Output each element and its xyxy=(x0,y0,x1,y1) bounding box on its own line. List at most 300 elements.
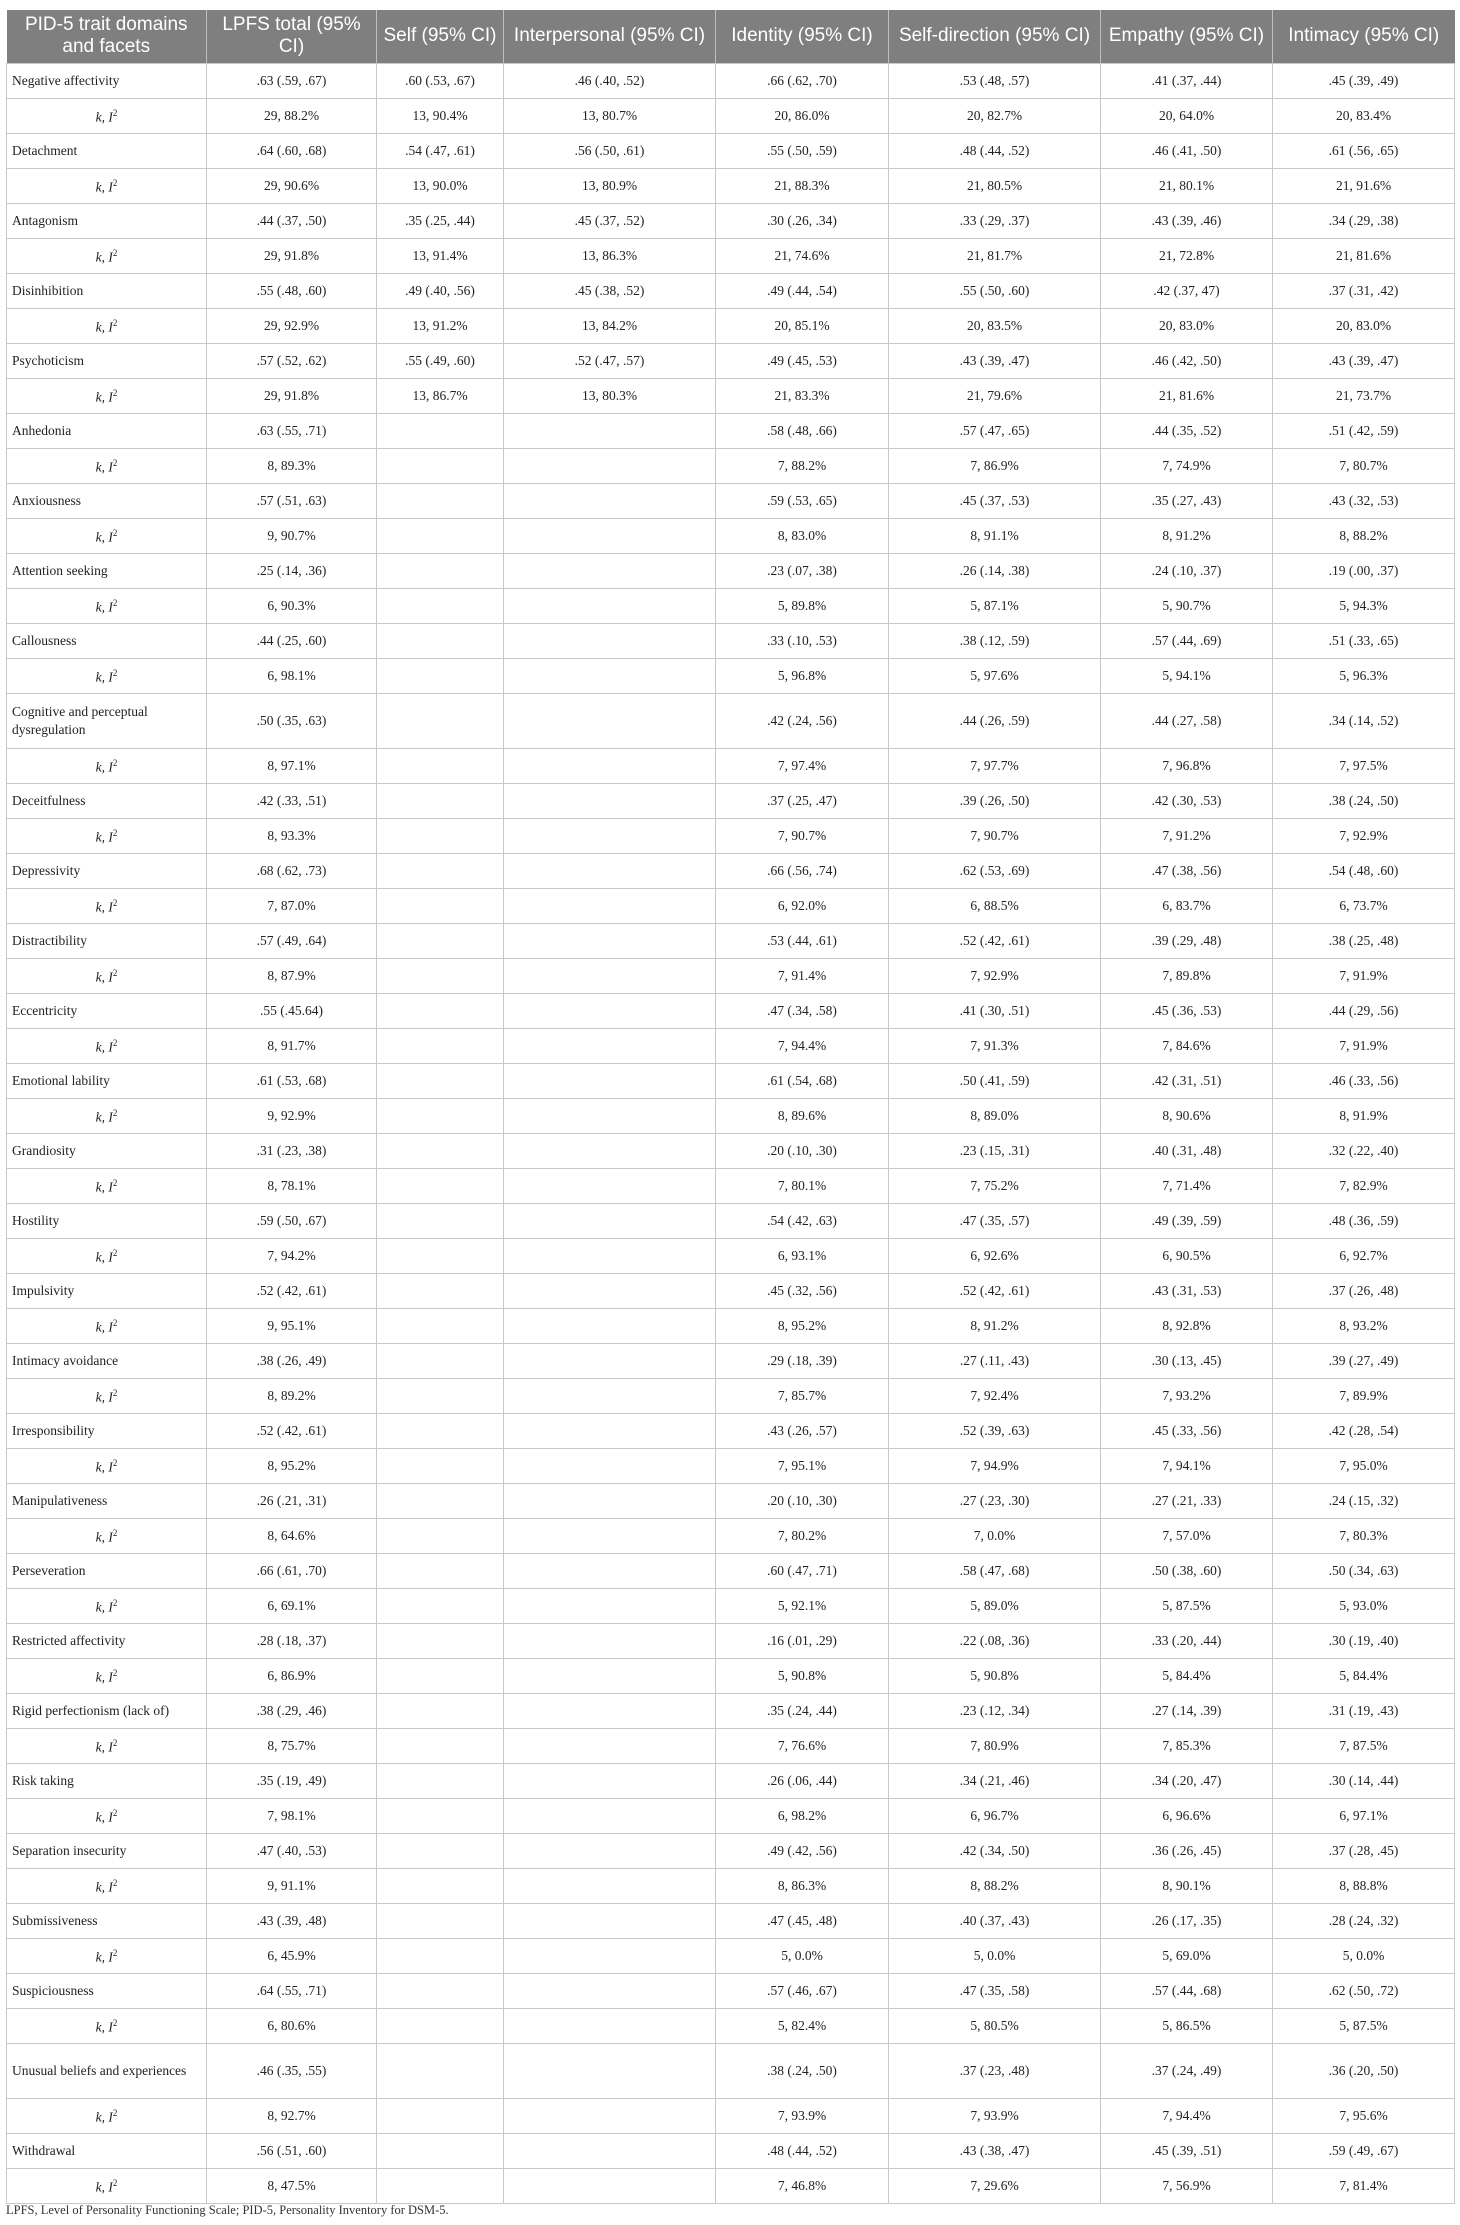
k-cell-intimacy: 5, 94.3% xyxy=(1273,588,1455,623)
stat-label-text: k, I xyxy=(95,2179,113,2195)
ci-cell-lpfs-total: .25 (.14, .36) xyxy=(207,553,377,588)
ci-cell-interpersonal: .45 (.38, .52) xyxy=(504,273,716,308)
trait-row xyxy=(7,343,1455,378)
ci-cell-intimacy: .32 (.22, .40) xyxy=(1273,1133,1455,1168)
header-intimacy: Intimacy (95% CI) xyxy=(1273,10,1455,63)
ci-cell-identity: .55 (.50, .59) xyxy=(716,133,889,168)
trait-name: Grandiosity xyxy=(7,1133,207,1168)
k-cell-empathy: 7, 85.3% xyxy=(1101,1728,1273,1763)
header-empathy: Empathy (95% CI) xyxy=(1101,10,1273,63)
k-cell-interpersonal xyxy=(504,818,716,853)
k-cell-intimacy: 20, 83.4% xyxy=(1273,98,1455,133)
trait-name: Perseveration xyxy=(7,1553,207,1588)
trait-row xyxy=(7,623,1455,658)
k-cell-self-direction: 6, 92.6% xyxy=(889,1238,1101,1273)
trait-name: Anxiousness xyxy=(7,483,207,518)
ci-cell-lpfs-total: .38 (.26, .49) xyxy=(207,1343,377,1378)
stat-label xyxy=(7,1728,207,1763)
trait-name: Attention seeking xyxy=(7,553,207,588)
ci-cell-interpersonal xyxy=(504,2043,716,2098)
ci-cell-lpfs-total: .56 (.51, .60) xyxy=(207,2133,377,2168)
k-cell-identity: 21, 88.3% xyxy=(716,168,889,203)
trait-name: Risk taking xyxy=(7,1763,207,1798)
k-cell-interpersonal xyxy=(504,958,716,993)
ci-cell-self-direction: .45 (.37, .53) xyxy=(889,483,1101,518)
ci-cell-intimacy: .24 (.15, .32) xyxy=(1273,1483,1455,1518)
stat-label xyxy=(7,2008,207,2043)
k-cell-lpfs-total: 29, 91.8% xyxy=(207,378,377,413)
trait-row xyxy=(7,1203,1455,1238)
k-cell-self xyxy=(377,518,504,553)
k-cell-self-direction: 7, 80.9% xyxy=(889,1728,1101,1763)
ci-cell-interpersonal: .56 (.50, .61) xyxy=(504,133,716,168)
k-cell-identity: 5, 90.8% xyxy=(716,1658,889,1693)
stat-label xyxy=(7,2168,207,2203)
k-cell-interpersonal: 13, 80.7% xyxy=(504,98,716,133)
ci-cell-self: .55 (.49, .60) xyxy=(377,343,504,378)
stat-row xyxy=(7,1588,1455,1623)
trait-name: Unusual beliefs and experiences xyxy=(7,2043,207,2098)
ci-cell-self-direction: .52 (.42, .61) xyxy=(889,1273,1101,1308)
ci-cell-self xyxy=(377,693,504,748)
ci-cell-self xyxy=(377,1343,504,1378)
trait-row xyxy=(7,1973,1455,2008)
k-cell-self xyxy=(377,1308,504,1343)
k-cell-self: 13, 91.4% xyxy=(377,238,504,273)
header-self: Self (95% CI) xyxy=(377,10,504,63)
stat-row xyxy=(7,1798,1455,1833)
trait-row xyxy=(7,853,1455,888)
k-cell-self-direction: 7, 94.9% xyxy=(889,1448,1101,1483)
stat-row xyxy=(7,1518,1455,1553)
k-cell-self-direction: 7, 86.9% xyxy=(889,448,1101,483)
ci-cell-self: .54 (.47, .61) xyxy=(377,133,504,168)
stat-label-text: k, I xyxy=(95,249,113,265)
k-cell-identity: 7, 80.1% xyxy=(716,1168,889,1203)
trait-name: Deceitfulness xyxy=(7,783,207,818)
trait-name: Intimacy avoidance xyxy=(7,1343,207,1378)
stat-label xyxy=(7,818,207,853)
ci-cell-interpersonal xyxy=(504,553,716,588)
ci-cell-identity: .47 (.45, .48) xyxy=(716,1903,889,1938)
ci-cell-identity: .66 (.56, .74) xyxy=(716,853,889,888)
trait-row xyxy=(7,1413,1455,1448)
trait-row xyxy=(7,923,1455,958)
k-cell-self-direction: 7, 92.4% xyxy=(889,1378,1101,1413)
stat-row xyxy=(7,1728,1455,1763)
stat-label xyxy=(7,1238,207,1273)
trait-name: Psychoticism xyxy=(7,343,207,378)
ci-cell-self: .35 (.25, .44) xyxy=(377,203,504,238)
ci-cell-intimacy: .54 (.48, .60) xyxy=(1273,853,1455,888)
ci-cell-identity: .61 (.54, .68) xyxy=(716,1063,889,1098)
ci-cell-empathy: .45 (.36, .53) xyxy=(1101,993,1273,1028)
ci-cell-self-direction: .22 (.08, .36) xyxy=(889,1623,1101,1658)
ci-cell-empathy: .41 (.37, .44) xyxy=(1101,63,1273,98)
ci-cell-self xyxy=(377,1133,504,1168)
stat-label-superscript: 2 xyxy=(112,318,118,329)
stat-label-text: k, I xyxy=(95,669,113,685)
trait-name: Negative affectivity xyxy=(7,63,207,98)
stat-label-superscript: 2 xyxy=(112,598,118,609)
stat-label-superscript: 2 xyxy=(112,248,118,259)
stat-label-superscript: 2 xyxy=(112,458,118,469)
k-cell-self-direction: 5, 0.0% xyxy=(889,1938,1101,1973)
stat-label xyxy=(7,308,207,343)
stat-row xyxy=(7,1098,1455,1133)
ci-cell-intimacy: .51 (.42, .59) xyxy=(1273,413,1455,448)
trait-name: Submissiveness xyxy=(7,1903,207,1938)
ci-cell-self-direction: .38 (.12, .59) xyxy=(889,623,1101,658)
k-cell-identity: 7, 97.4% xyxy=(716,748,889,783)
ci-cell-interpersonal xyxy=(504,693,716,748)
ci-cell-lpfs-total: .63 (.59, .67) xyxy=(207,63,377,98)
trait-row xyxy=(7,273,1455,308)
k-cell-intimacy: 8, 93.2% xyxy=(1273,1308,1455,1343)
k-cell-intimacy: 7, 87.5% xyxy=(1273,1728,1455,1763)
k-cell-lpfs-total: 8, 93.3% xyxy=(207,818,377,853)
k-cell-empathy: 8, 90.1% xyxy=(1101,1868,1273,1903)
stat-label-superscript: 2 xyxy=(112,1878,118,1889)
ci-cell-intimacy: .38 (.25, .48) xyxy=(1273,923,1455,958)
k-cell-lpfs-total: 6, 86.9% xyxy=(207,1658,377,1693)
k-cell-self xyxy=(377,1448,504,1483)
k-cell-lpfs-total: 9, 91.1% xyxy=(207,1868,377,1903)
stat-label-text: k, I xyxy=(95,109,113,125)
trait-row xyxy=(7,553,1455,588)
k-cell-self xyxy=(377,1168,504,1203)
ci-cell-self-direction: .41 (.30, .51) xyxy=(889,993,1101,1028)
k-cell-empathy: 21, 81.6% xyxy=(1101,378,1273,413)
ci-cell-self xyxy=(377,783,504,818)
ci-cell-lpfs-total: .57 (.51, .63) xyxy=(207,483,377,518)
k-cell-empathy: 7, 57.0% xyxy=(1101,1518,1273,1553)
ci-cell-self-direction: .52 (.42, .61) xyxy=(889,923,1101,958)
stat-label-superscript: 2 xyxy=(112,1458,118,1469)
k-cell-intimacy: 21, 81.6% xyxy=(1273,238,1455,273)
k-cell-interpersonal xyxy=(504,2008,716,2043)
trait-row xyxy=(7,2133,1455,2168)
k-cell-self-direction: 5, 80.5% xyxy=(889,2008,1101,2043)
stat-label-superscript: 2 xyxy=(112,1108,118,1119)
k-cell-intimacy: 7, 91.9% xyxy=(1273,958,1455,993)
ci-cell-identity: .29 (.18, .39) xyxy=(716,1343,889,1378)
stat-label xyxy=(7,658,207,693)
ci-cell-lpfs-total: .43 (.39, .48) xyxy=(207,1903,377,1938)
ci-cell-identity: .48 (.44, .52) xyxy=(716,2133,889,2168)
ci-cell-self xyxy=(377,483,504,518)
ci-cell-intimacy: .45 (.39, .49) xyxy=(1273,63,1455,98)
k-cell-lpfs-total: 8, 47.5% xyxy=(207,2168,377,2203)
k-cell-self-direction: 21, 81.7% xyxy=(889,238,1101,273)
k-cell-identity: 7, 88.2% xyxy=(716,448,889,483)
stat-row xyxy=(7,308,1455,343)
k-cell-self xyxy=(377,1868,504,1903)
ci-cell-identity: .26 (.06, .44) xyxy=(716,1763,889,1798)
stat-label xyxy=(7,1028,207,1063)
ci-cell-intimacy: .28 (.24, .32) xyxy=(1273,1903,1455,1938)
ci-cell-identity: .45 (.32, .56) xyxy=(716,1273,889,1308)
ci-cell-empathy: .26 (.17, .35) xyxy=(1101,1903,1273,1938)
ci-cell-self-direction: .47 (.35, .57) xyxy=(889,1203,1101,1238)
ci-cell-self xyxy=(377,923,504,958)
k-cell-self: 13, 90.4% xyxy=(377,98,504,133)
k-cell-empathy: 21, 80.1% xyxy=(1101,168,1273,203)
ci-cell-self xyxy=(377,1413,504,1448)
ci-cell-self-direction: .34 (.21, .46) xyxy=(889,1763,1101,1798)
ci-cell-self xyxy=(377,1623,504,1658)
results-table-container xyxy=(6,10,1454,2204)
k-cell-self xyxy=(377,1518,504,1553)
stat-label-superscript: 2 xyxy=(112,968,118,979)
stat-label-text: k, I xyxy=(95,759,113,775)
k-cell-lpfs-total: 29, 88.2% xyxy=(207,98,377,133)
ci-cell-identity: .66 (.62, .70) xyxy=(716,63,889,98)
ci-cell-self xyxy=(377,623,504,658)
k-cell-self xyxy=(377,2168,504,2203)
k-cell-self-direction: 21, 80.5% xyxy=(889,168,1101,203)
stat-label-text: k, I xyxy=(95,389,113,405)
k-cell-identity: 21, 83.3% xyxy=(716,378,889,413)
ci-cell-self: .49 (.40, .56) xyxy=(377,273,504,308)
k-cell-self xyxy=(377,588,504,623)
stat-label-text: k, I xyxy=(95,2019,113,2035)
ci-cell-intimacy: .37 (.31, .42) xyxy=(1273,273,1455,308)
ci-cell-identity: .20 (.10, .30) xyxy=(716,1483,889,1518)
k-cell-lpfs-total: 8, 92.7% xyxy=(207,2098,377,2133)
stat-label-text: k, I xyxy=(95,529,113,545)
k-cell-self-direction: 5, 89.0% xyxy=(889,1588,1101,1623)
ci-cell-identity: .37 (.25, .47) xyxy=(716,783,889,818)
k-cell-self-direction: 7, 91.3% xyxy=(889,1028,1101,1063)
stat-row xyxy=(7,658,1455,693)
ci-cell-identity: .35 (.24, .44) xyxy=(716,1693,889,1728)
ci-cell-lpfs-total: .35 (.19, .49) xyxy=(207,1763,377,1798)
k-cell-identity: 8, 83.0% xyxy=(716,518,889,553)
stat-label-text: k, I xyxy=(95,1459,113,1475)
stat-label-superscript: 2 xyxy=(112,1668,118,1679)
k-cell-interpersonal xyxy=(504,2168,716,2203)
stat-row xyxy=(7,2168,1455,2203)
trait-name: Hostility xyxy=(7,1203,207,1238)
k-cell-intimacy: 7, 95.0% xyxy=(1273,1448,1455,1483)
k-cell-self-direction: 6, 96.7% xyxy=(889,1798,1101,1833)
stat-row xyxy=(7,748,1455,783)
ci-cell-interpersonal xyxy=(504,1273,716,1308)
k-cell-self-direction: 6, 88.5% xyxy=(889,888,1101,923)
stat-label xyxy=(7,1308,207,1343)
k-cell-lpfs-total: 6, 69.1% xyxy=(207,1588,377,1623)
ci-cell-intimacy: .37 (.26, .48) xyxy=(1273,1273,1455,1308)
k-cell-identity: 20, 85.1% xyxy=(716,308,889,343)
k-cell-intimacy: 6, 97.1% xyxy=(1273,1798,1455,1833)
stat-label xyxy=(7,2098,207,2133)
ci-cell-empathy: .49 (.39, .59) xyxy=(1101,1203,1273,1238)
trait-name: Detachment xyxy=(7,133,207,168)
k-cell-self xyxy=(377,2008,504,2043)
ci-cell-self xyxy=(377,1973,504,2008)
k-cell-empathy: 5, 84.4% xyxy=(1101,1658,1273,1693)
ci-cell-identity: .47 (.34, .58) xyxy=(716,993,889,1028)
k-cell-identity: 7, 46.8% xyxy=(716,2168,889,2203)
ci-cell-intimacy: .39 (.27, .49) xyxy=(1273,1343,1455,1378)
k-cell-interpersonal xyxy=(504,1518,716,1553)
ci-cell-lpfs-total: .68 (.62, .73) xyxy=(207,853,377,888)
k-cell-empathy: 5, 90.7% xyxy=(1101,588,1273,623)
k-cell-interpersonal xyxy=(504,448,716,483)
k-cell-intimacy: 6, 73.7% xyxy=(1273,888,1455,923)
k-cell-self xyxy=(377,1728,504,1763)
ci-cell-self-direction: .27 (.23, .30) xyxy=(889,1483,1101,1518)
ci-cell-empathy: .40 (.31, .48) xyxy=(1101,1133,1273,1168)
k-cell-intimacy: 7, 97.5% xyxy=(1273,748,1455,783)
ci-cell-self xyxy=(377,2043,504,2098)
k-cell-empathy: 5, 69.0% xyxy=(1101,1938,1273,1973)
k-cell-interpersonal: 13, 86.3% xyxy=(504,238,716,273)
ci-cell-self-direction: .23 (.12, .34) xyxy=(889,1693,1101,1728)
k-cell-interpersonal xyxy=(504,1098,716,1133)
ci-cell-interpersonal xyxy=(504,1623,716,1658)
ci-cell-lpfs-total: .44 (.25, .60) xyxy=(207,623,377,658)
ci-cell-empathy: .57 (.44, .69) xyxy=(1101,623,1273,658)
ci-cell-empathy: .36 (.26, .45) xyxy=(1101,1833,1273,1868)
k-cell-intimacy: 5, 87.5% xyxy=(1273,2008,1455,2043)
k-cell-identity: 8, 95.2% xyxy=(716,1308,889,1343)
k-cell-lpfs-total: 7, 94.2% xyxy=(207,1238,377,1273)
k-cell-interpersonal xyxy=(504,1448,716,1483)
k-cell-empathy: 6, 90.5% xyxy=(1101,1238,1273,1273)
trait-name: Emotional lability xyxy=(7,1063,207,1098)
trait-row xyxy=(7,133,1455,168)
k-cell-interpersonal xyxy=(504,1658,716,1693)
stat-label-text: k, I xyxy=(95,599,113,615)
ci-cell-self-direction: .58 (.47, .68) xyxy=(889,1553,1101,1588)
k-cell-lpfs-total: 8, 75.7% xyxy=(207,1728,377,1763)
ci-cell-intimacy: .48 (.36, .59) xyxy=(1273,1203,1455,1238)
ci-cell-empathy: .43 (.31, .53) xyxy=(1101,1273,1273,1308)
trait-row xyxy=(7,783,1455,818)
k-cell-empathy: 7, 94.1% xyxy=(1101,1448,1273,1483)
ci-cell-interpersonal xyxy=(504,2133,716,2168)
ci-cell-lpfs-total: .64 (.60, .68) xyxy=(207,133,377,168)
ci-cell-lpfs-total: .38 (.29, .46) xyxy=(207,1693,377,1728)
ci-cell-identity: .30 (.26, .34) xyxy=(716,203,889,238)
stat-row xyxy=(7,238,1455,273)
ci-cell-interpersonal xyxy=(504,1693,716,1728)
k-cell-lpfs-total: 6, 80.6% xyxy=(207,2008,377,2043)
stat-label-text: k, I xyxy=(95,1599,113,1615)
ci-cell-self-direction: .44 (.26, .59) xyxy=(889,693,1101,748)
ci-cell-self xyxy=(377,2133,504,2168)
ci-cell-intimacy: .34 (.29, .38) xyxy=(1273,203,1455,238)
ci-cell-self-direction: .39 (.26, .50) xyxy=(889,783,1101,818)
stat-row xyxy=(7,168,1455,203)
stat-row xyxy=(7,588,1455,623)
k-cell-empathy: 7, 93.2% xyxy=(1101,1378,1273,1413)
ci-cell-identity: .54 (.42, .63) xyxy=(716,1203,889,1238)
ci-cell-intimacy: .50 (.34, .63) xyxy=(1273,1553,1455,1588)
ci-cell-identity: .53 (.44, .61) xyxy=(716,923,889,958)
k-cell-intimacy: 20, 83.0% xyxy=(1273,308,1455,343)
k-cell-identity: 8, 86.3% xyxy=(716,1868,889,1903)
k-cell-interpersonal: 13, 80.9% xyxy=(504,168,716,203)
k-cell-intimacy: 7, 80.3% xyxy=(1273,1518,1455,1553)
stat-label-superscript: 2 xyxy=(112,528,118,539)
stat-label-text: k, I xyxy=(95,1879,113,1895)
ci-cell-self-direction: .37 (.23, .48) xyxy=(889,2043,1101,2098)
k-cell-empathy: 7, 94.4% xyxy=(1101,2098,1273,2133)
ci-cell-self xyxy=(377,853,504,888)
ci-cell-self-direction: .27 (.11, .43) xyxy=(889,1343,1101,1378)
stat-label xyxy=(7,1168,207,1203)
k-cell-interpersonal xyxy=(504,1798,716,1833)
k-cell-intimacy: 7, 80.7% xyxy=(1273,448,1455,483)
trait-name: Rigid perfectionism (lack of) xyxy=(7,1693,207,1728)
k-cell-lpfs-total: 8, 95.2% xyxy=(207,1448,377,1483)
ci-cell-interpersonal xyxy=(504,1413,716,1448)
ci-cell-identity: .49 (.44, .54) xyxy=(716,273,889,308)
k-cell-self xyxy=(377,1938,504,1973)
k-cell-interpersonal xyxy=(504,1378,716,1413)
k-cell-interpersonal xyxy=(504,1168,716,1203)
k-cell-self xyxy=(377,1028,504,1063)
trait-row xyxy=(7,1623,1455,1658)
trait-row xyxy=(7,1483,1455,1518)
ci-cell-self xyxy=(377,993,504,1028)
ci-cell-interpersonal xyxy=(504,623,716,658)
k-cell-lpfs-total: 9, 90.7% xyxy=(207,518,377,553)
ci-cell-lpfs-total: .57 (.52, .62) xyxy=(207,343,377,378)
table-body xyxy=(7,63,1455,2203)
k-cell-lpfs-total: 9, 95.1% xyxy=(207,1308,377,1343)
ci-cell-identity: .42 (.24, .56) xyxy=(716,693,889,748)
trait-name: Irresponsibility xyxy=(7,1413,207,1448)
k-cell-intimacy: 21, 73.7% xyxy=(1273,378,1455,413)
stat-row xyxy=(7,1308,1455,1343)
k-cell-intimacy: 8, 91.9% xyxy=(1273,1098,1455,1133)
ci-cell-lpfs-total: .42 (.33, .51) xyxy=(207,783,377,818)
table-footnote: LPFS, Level of Personality Functioning Scale; PID-5, Personality Inventory for DSM-5. xyxy=(6,2203,449,2217)
trait-row xyxy=(7,2043,1455,2098)
ci-cell-identity: .38 (.24, .50) xyxy=(716,2043,889,2098)
stat-label xyxy=(7,588,207,623)
ci-cell-interpersonal: .52 (.47, .57) xyxy=(504,343,716,378)
ci-cell-self xyxy=(377,1693,504,1728)
ci-cell-intimacy: .43 (.32, .53) xyxy=(1273,483,1455,518)
stat-row xyxy=(7,1168,1455,1203)
ci-cell-empathy: .42 (.30, .53) xyxy=(1101,783,1273,818)
k-cell-lpfs-total: 8, 87.9% xyxy=(207,958,377,993)
stat-label xyxy=(7,448,207,483)
trait-row xyxy=(7,1343,1455,1378)
trait-name: Cognitive and perceptual dysregulation xyxy=(7,693,207,748)
header-self-direction: Self-direction (95% CI) xyxy=(889,10,1101,63)
k-cell-lpfs-total: 29, 90.6% xyxy=(207,168,377,203)
stat-label-superscript: 2 xyxy=(112,2108,118,2119)
ci-cell-intimacy: .19 (.00, .37) xyxy=(1273,553,1455,588)
ci-cell-self xyxy=(377,1903,504,1938)
k-cell-self xyxy=(377,1238,504,1273)
k-cell-lpfs-total: 6, 98.1% xyxy=(207,658,377,693)
k-cell-self-direction: 7, 97.7% xyxy=(889,748,1101,783)
k-cell-lpfs-total: 8, 91.7% xyxy=(207,1028,377,1063)
ci-cell-interpersonal xyxy=(504,1763,716,1798)
k-cell-intimacy: 7, 82.9% xyxy=(1273,1168,1455,1203)
ci-cell-self xyxy=(377,1833,504,1868)
ci-cell-interpersonal xyxy=(504,1133,716,1168)
trait-name: Anhedonia xyxy=(7,413,207,448)
k-cell-self-direction: 20, 83.5% xyxy=(889,308,1101,343)
